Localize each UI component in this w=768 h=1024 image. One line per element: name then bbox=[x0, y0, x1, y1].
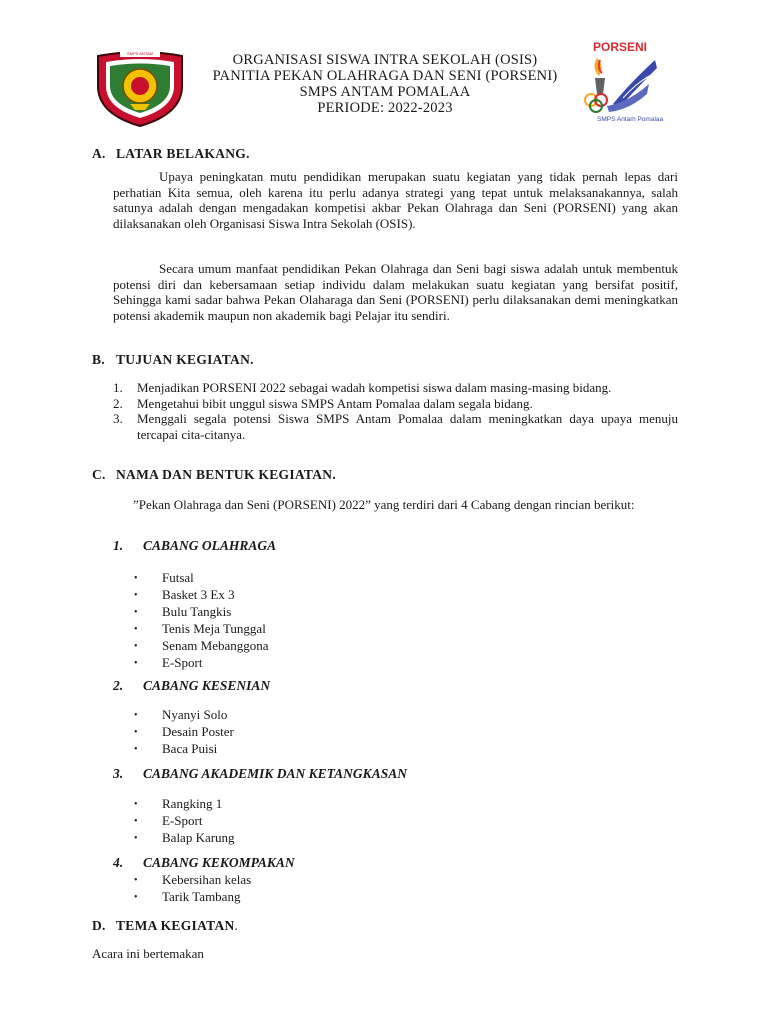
bullet-icon: • bbox=[134, 799, 138, 810]
section-c-title: NAMA DAN BENTUK KEGIATAN. bbox=[116, 467, 337, 482]
objective-item bbox=[113, 411, 678, 442]
list-item-text: Senam Mebanggona bbox=[162, 638, 269, 653]
list-item bbox=[134, 621, 269, 638]
porseni-logo-title: PORSENI bbox=[593, 40, 648, 54]
list-item bbox=[134, 872, 251, 889]
list-item-text: Kebersihan kelas bbox=[162, 872, 252, 887]
bullet-icon: • bbox=[134, 607, 138, 618]
section-d-letter: D. bbox=[92, 918, 106, 933]
porseni-logo-caption: SMPS Antam Pomalaa bbox=[597, 116, 664, 123]
list-item-text: Rangking 1 bbox=[162, 796, 223, 811]
list-item-text: Basket 3 Ex 3 bbox=[162, 587, 235, 602]
list-item bbox=[134, 889, 251, 906]
arts-list bbox=[134, 707, 234, 758]
section-c-letter: C. bbox=[92, 467, 106, 482]
crest-text: SMPS ANTAM bbox=[127, 51, 153, 56]
category-heading-arts bbox=[113, 678, 270, 694]
objective-text: Menjadikan PORSENI 2022 sebagai wadah kompetisi siswa dalam masing-masing bidang. bbox=[137, 380, 612, 395]
category-number: 2. bbox=[113, 678, 124, 693]
section-a-paragraph-1: Upaya peningkatan mutu pendidikan merupakan suatu kegiatan yang tidak pernah lepas dari perhatian Kita semua, oleh karena itu perlu adanya strategi yang tepat untuk melaksanakannya, salah satunya adalah dengan mengadakan kompetisi akbar Pekan Olahraga dan Seni (PORSENI) yang akan dilaksanakan oleh Organisasi Siswa Intra Sekolah (OSIS). bbox=[113, 169, 678, 231]
list-item bbox=[134, 741, 234, 758]
bullet-icon: • bbox=[134, 892, 138, 903]
section-b-letter: B. bbox=[92, 352, 105, 367]
header-line-organization: ORGANISASI SISWA INTRA SEKOLAH (OSIS) bbox=[232, 52, 538, 68]
objective-item bbox=[113, 380, 678, 396]
list-item bbox=[134, 604, 269, 621]
header-line-school: SMPS ANTAM POMALAA bbox=[299, 84, 471, 100]
section-b-title: TUJUAN KEGIATAN. bbox=[116, 352, 254, 367]
list-item bbox=[134, 796, 235, 813]
bullet-icon: • bbox=[134, 573, 138, 584]
list-item bbox=[134, 587, 269, 604]
bullet-icon: • bbox=[134, 744, 138, 755]
list-item bbox=[134, 655, 269, 672]
bullet-icon: • bbox=[134, 590, 138, 601]
list-item bbox=[134, 638, 269, 655]
category-title: CABANG AKADEMIK DAN KETANGKASAN bbox=[143, 766, 407, 781]
section-d-title: TEMA KEGIATAN bbox=[116, 918, 235, 933]
list-item bbox=[134, 813, 235, 830]
bullet-icon: • bbox=[134, 833, 138, 844]
list-item-text: Tarik Tambang bbox=[162, 889, 241, 904]
list-item-text: Desain Poster bbox=[162, 724, 234, 739]
section-a-heading bbox=[92, 146, 250, 162]
sports-list bbox=[134, 570, 269, 672]
section-b-heading bbox=[92, 352, 254, 368]
objective-number: 1. bbox=[113, 380, 123, 395]
objective-text: Menggali segala potensi Siswa SMPS Antam Pomalaa dalam meningkatkan daya upaya menuju tercapai cita-citanya. bbox=[137, 411, 678, 442]
list-item bbox=[134, 570, 269, 587]
list-item-text: Bulu Tangkis bbox=[162, 604, 232, 619]
category-title: CABANG OLAHRAGA bbox=[143, 538, 277, 553]
list-item-text: Tenis Meja Tunggal bbox=[162, 621, 266, 636]
document-header bbox=[190, 52, 580, 116]
category-number: 4. bbox=[113, 855, 124, 870]
section-d-text: Acara ini bertemakan bbox=[92, 946, 204, 961]
list-item-text: E-Sport bbox=[162, 655, 203, 670]
teamwork-list bbox=[134, 872, 251, 906]
category-heading-academic bbox=[113, 766, 407, 782]
list-item-text: Futsal bbox=[162, 570, 194, 585]
list-item-text: Balap Karung bbox=[162, 830, 235, 845]
bullet-icon: • bbox=[134, 816, 138, 827]
category-title: CABANG KESENIAN bbox=[143, 678, 271, 693]
bullet-icon: • bbox=[134, 710, 138, 721]
porseni-logo bbox=[583, 40, 663, 130]
section-c-intro: ”Pekan Olahraga dan Seni (PORSENI) 2022” yang terdiri dari 4 Cabang dengan rincian berikut: bbox=[133, 497, 635, 512]
school-crest-icon bbox=[90, 46, 190, 128]
category-number: 1. bbox=[113, 538, 124, 553]
list-item-text: Baca Puisi bbox=[162, 741, 218, 756]
bullet-icon: • bbox=[134, 875, 138, 886]
list-item-text: E-Sport bbox=[162, 813, 203, 828]
section-a-letter: A. bbox=[92, 146, 106, 161]
porseni-logo-icon bbox=[583, 54, 661, 116]
header-line-period: PERIODE: 2022-2023 bbox=[317, 100, 453, 116]
list-item-text: Nyanyi Solo bbox=[162, 707, 228, 722]
category-heading-sports bbox=[113, 538, 276, 554]
list-item bbox=[134, 724, 234, 741]
objective-text: Mengetahui bibit unggul siswa SMPS Antam Pomalaa dalam segala bidang. bbox=[137, 395, 533, 411]
bullet-icon: • bbox=[134, 624, 138, 635]
list-item bbox=[134, 830, 235, 847]
section-c-heading bbox=[92, 467, 336, 483]
objectives-list bbox=[113, 380, 678, 442]
academic-list bbox=[134, 796, 235, 847]
section-a-paragraph-2: Secara umum manfaat pendidikan Pekan Olahraga dan Seni bagi siswa adalah untuk membentuk potensi diri dan kebersamaan setiap individu dalam melakukan suatu kegiatan yang bersifat positif, Sehingga kami sadar bahwa Pekan Olaharaga dan Seni (PORSENI) perlu dilaksanakan demi meningkatkan potensi akademik maupun non akademik bagi Pelajar itu sendiri. bbox=[113, 261, 678, 323]
section-d-heading bbox=[92, 918, 238, 934]
bullet-icon: • bbox=[134, 641, 138, 652]
category-heading-teamwork bbox=[113, 855, 295, 871]
category-title: CABANG KEKOMPAKAN bbox=[143, 855, 295, 870]
list-item bbox=[134, 707, 234, 724]
section-d-trailing: . bbox=[234, 918, 239, 933]
header-line-committee: PANITIA PEKAN OLAHRAGA DAN SENI (PORSENI) bbox=[212, 68, 558, 84]
category-number: 3. bbox=[113, 766, 124, 781]
objective-number: 3. bbox=[113, 411, 123, 426]
bullet-icon: • bbox=[134, 658, 138, 669]
section-a-title: LATAR BELAKANG. bbox=[116, 146, 250, 161]
bullet-icon: • bbox=[134, 727, 138, 738]
objective-number: 2. bbox=[113, 395, 123, 411]
objective-item bbox=[113, 396, 678, 412]
